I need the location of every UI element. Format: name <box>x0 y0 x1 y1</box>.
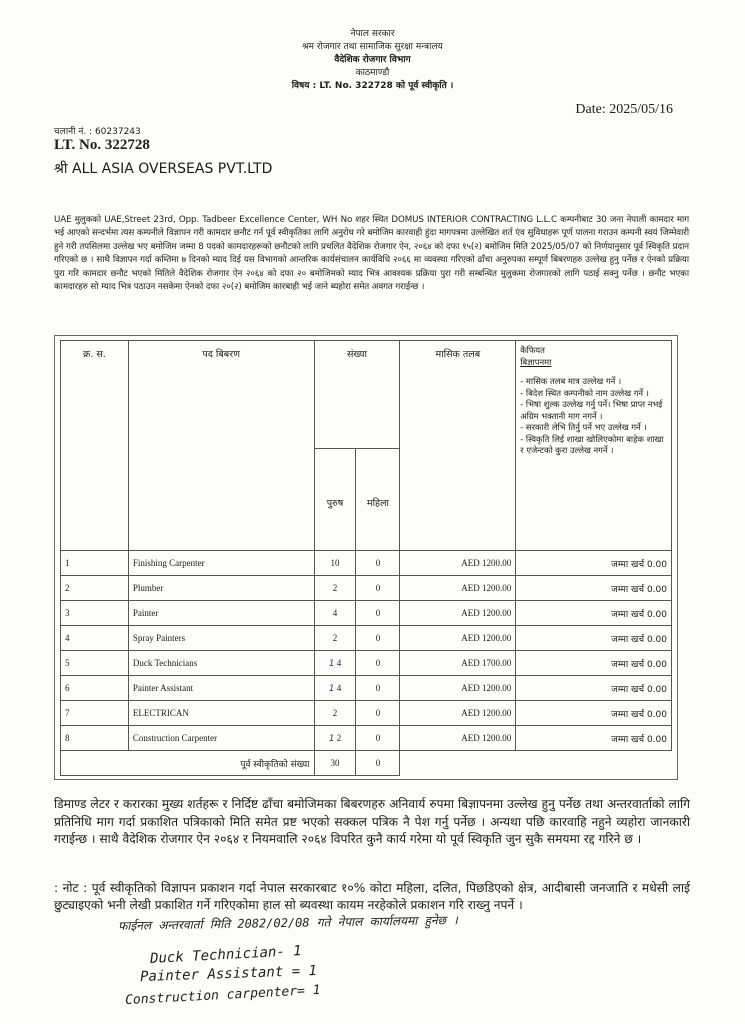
header-sn: क्र. स. <box>61 341 129 551</box>
header-position: पद बिबरण <box>128 341 314 551</box>
remarks-cell <box>516 341 672 551</box>
row-sn: 7 <box>61 701 129 726</box>
row-sn: 5 <box>61 651 129 676</box>
row-position: Finishing Carpenter <box>128 551 314 576</box>
row-position: Duck Technicians <box>128 651 314 676</box>
row-female: 0 <box>356 651 400 676</box>
header-city: काठमाण्डौ <box>355 68 390 78</box>
row-male: 4 <box>314 601 356 626</box>
handwritten-interview-note: फाईनल अन्तरवार्ता मिति 2082/02/08 गते नेपाल कार्यालयमा हुनेछ । <box>117 913 458 933</box>
remark-item: - स्विकृति लिई शाखा खोलिएकोमा बाहेक शाखा र एजेन्टको कुरा उल्लेख नगर्ने । <box>520 433 664 455</box>
letterhead <box>0 28 745 93</box>
row-sn: 1 <box>61 551 129 576</box>
table-row <box>61 676 672 701</box>
row-sn: 2 <box>61 576 129 601</box>
row-male: 2 <box>314 576 356 601</box>
table-row <box>61 701 672 726</box>
row-male <box>314 651 356 676</box>
row-sn: 6 <box>61 676 129 701</box>
handwritten-mark: 1 <box>328 683 335 694</box>
row-expense: जम्मा खर्च 0.00 <box>516 551 672 576</box>
total-label: पूर्व स्वीकृतिको संख्या <box>61 751 315 776</box>
row-position: Painter Assistant <box>128 676 314 701</box>
row-female: 0 <box>356 601 400 626</box>
header-salary: मासिक तलब <box>400 341 516 551</box>
row-expense: जम्मा खर्च 0.00 <box>516 676 672 701</box>
table-row <box>61 626 672 651</box>
addressee: श्री ALL ASIA OVERSEAS PVT.LTD <box>54 161 273 177</box>
letter-date: Date: 2025/05/16 <box>575 102 673 117</box>
row-male: 2 <box>314 701 356 726</box>
row-female: 0 <box>356 726 400 751</box>
row-female: 0 <box>356 576 400 601</box>
row-position: Spray Painters <box>128 626 314 651</box>
table-row <box>61 651 672 676</box>
row-sn: 3 <box>61 601 129 626</box>
footer-paragraph: डिमाण्ड लेटर र करारका मुख्य शर्तहरू र निर्दिष्ट ढाँचा बमोजिमका बिबरणहरु अनिवार्य रुपमा बिज्ञापनमा उल्लेख हुनु पर्नेछ तथा अन्तरवार्ताको लागि प्रतिनिधि माग गर्दा प्रकाशित पत्रिकाको मिति समेत प्रष्ट भएको सक्कल पत्रिक नै पेश गर्नु पर्नेछ । अन्यथा पछि कारवाहि नहुने व्यहोरा जानकारी गराईन्छ । साथै वैदेशिक रोजगार ऐन २०६४ र नियमवालि २०६४ विपरित कुनै कार्य गरेमा यो पूर्व स्विकृति जुन सुकै समयमा रद्द गरिने छ । <box>54 797 690 846</box>
header-ministry: श्रम रोजगार तथा सामाजिक सुरक्षा मन्त्रालय <box>302 42 443 52</box>
row-male <box>314 676 356 701</box>
table-row <box>61 551 672 576</box>
row-expense: जम्मा खर्च 0.00 <box>516 576 672 601</box>
total-female: 0 <box>356 751 400 776</box>
remark-item: - मासिक तलब मात्र उल्लेख गर्ने । <box>520 376 622 386</box>
lt-number: LT. No. 322728 <box>54 137 150 153</box>
row-salary: AED 1200.00 <box>400 676 516 701</box>
header-government: नेपाल सरकार <box>350 29 395 39</box>
row-expense: जम्मा खर्च 0.00 <box>516 726 672 751</box>
table-row <box>61 726 672 751</box>
header-subject: विषय : LT. No. 322728 को पूर्व स्वीकृति । <box>291 81 454 91</box>
total-male: 30 <box>314 751 356 776</box>
row-female: 0 <box>356 676 400 701</box>
row-salary: AED 1200.00 <box>400 601 516 626</box>
handwritten-note-2: Painter Assistant = 1 <box>139 962 318 986</box>
table-total-row <box>61 751 672 776</box>
male-count: 4 <box>336 657 342 668</box>
handwritten-note-1: Duck Technician- 1 <box>149 943 303 967</box>
row-salary: AED 1700.00 <box>400 651 516 676</box>
header-male: पुरुष <box>314 449 356 551</box>
row-female: 0 <box>356 701 400 726</box>
row-expense: जम्मा खर्च 0.00 <box>516 651 672 676</box>
header-female: महिला <box>356 449 400 551</box>
handwritten-mark: 1 <box>328 733 335 744</box>
row-position: Plumber <box>128 576 314 601</box>
row-male: 2 <box>314 626 356 651</box>
row-position: Painter <box>128 601 314 626</box>
blank-cell <box>516 751 672 776</box>
header-count: संख्या <box>314 341 400 449</box>
row-female: 0 <box>356 551 400 576</box>
handwritten-note-3: Construction carpenter= 1 <box>124 982 321 1009</box>
row-male <box>314 726 356 751</box>
remark-item: - बिदेश स्थित कम्पनीको नाम उल्लेख गर्ने । <box>520 387 649 398</box>
table-row <box>61 576 672 601</box>
remarks-list <box>520 376 667 457</box>
blank-cell <box>400 751 516 776</box>
row-salary: AED 1200.00 <box>400 626 516 651</box>
male-count: 2 <box>336 732 342 743</box>
note-paragraph: : नोट : पूर्व स्वीकृतिको विज्ञापन प्रकाशन गर्दा नेपाल सरकारबाट १०% कोटा महिला, दलित, पिछडिएको क्षेत्र, आदीबासी जनजाति र मधेसी लाई छुट्याइएको भनी लेखी प्रकाशित गर्ने गरिएकोमा हाल सो ब्यवस्था कायम नरहेकोले प्रकाशन गरि राख्नु नपर्ने । <box>54 881 690 912</box>
row-position: Construction Carpenter <box>128 726 314 751</box>
row-salary: AED 1200.00 <box>400 576 516 601</box>
male-count: 4 <box>336 682 342 693</box>
remark-item: - सरकारी लेभि तिर्नु पर्ने भए उल्लेख गर्ने । <box>520 422 647 432</box>
handwritten-mark: 1 <box>328 658 335 669</box>
header-department: वैदेशिक रोजगार विभाग <box>334 55 411 65</box>
row-expense: जम्मा खर्च 0.00 <box>516 601 672 626</box>
chalani-number: चलानी नं. : 60237243 <box>54 127 141 137</box>
row-salary: AED 1200.00 <box>400 551 516 576</box>
row-female: 0 <box>356 626 400 651</box>
approval-table <box>60 340 672 776</box>
remark-item: - भिषा शुल्क उल्लेख गर्नु पर्ने। भिषा प्राप्त नभई अग्रिम भक्तानी माग नगर्ने । <box>520 399 663 421</box>
remarks-title: कैफियत <box>520 345 545 355</box>
row-male: 10 <box>314 551 356 576</box>
row-salary: AED 1200.00 <box>400 701 516 726</box>
row-position: ELECTRICAN <box>128 701 314 726</box>
row-expense: जम्मा खर्च 0.00 <box>516 701 672 726</box>
table-row <box>61 601 672 626</box>
remarks-subtitle: बिज्ञापनमा <box>520 356 552 367</box>
row-expense: जम्मा खर्च 0.00 <box>516 626 672 651</box>
row-sn: 8 <box>61 726 129 751</box>
row-sn: 4 <box>61 626 129 651</box>
body-paragraph: UAE मुलुकको UAE,Street 23rd, Opp. Tadbeer Excellence Center, WH No शहर स्थित DOMUS INTERIOR CONTRACTING L.L.C कम्पनीबाट 30 जना नेपाली कामदार माग भई आएको सन्दर्भमा त्यस कम्पनीले विज्ञापन गरी कामदार छनौट गर्न पूर्व स्वीकृतिका लागि अनुरोध गरे बमोजिम कारवाही हुंदा मागपत्रमा उल्लेखित शर्त एंव सुविधाहरू पूर्ण पालना गराउन कम्पनी स्वयं जिम्मेवारी हुने गरी तपसिलमा उल्लेख भए बमोजिम जम्मा 8 पदको कामदारहरूको छनौटको लागि प्रचलित वैदेशिक रोजगार ऐन, २०६४ को दफा १५(२) बमोजिम मिति 2025/05/07 को निर्णयानुसार पूर्व स्विकृति प्रदान गरिएको छ । साथै विज्ञापन गर्दा कम्तिमा ७ दिनको म्याद दिई यस विभागको आन्तरिक कार्यसंचालन कार्यविधि २०६६ मा व्यवस्था गरिएको ढाँचा अनुरुपका सम्पूर्ण बिबरणहरु उल्लेख हुनु पर्नेछ र ऐनको प्रक्रिया पुरा गरि कामदार छनौट भएको मितिले वैदेशिक रोजगार ऐन २०६४ को दफा २० बमोजिमको म्याद भित्र आवश्यक प्रक्रिया पुरा गरी सम्बन्धित मुलुकमा रोजगारको लागि पठाई सक्नु पर्नेछ । छनौट भएका कामदारहरु सो म्याद भित्र पठाउन नसकेमा ऐनको दफा २०(२) बमोजिम कारबाही भई जाने ब्यहोरा समेत अवगत गराईन्छ । <box>54 215 689 293</box>
row-salary: AED 1200.00 <box>400 726 516 751</box>
